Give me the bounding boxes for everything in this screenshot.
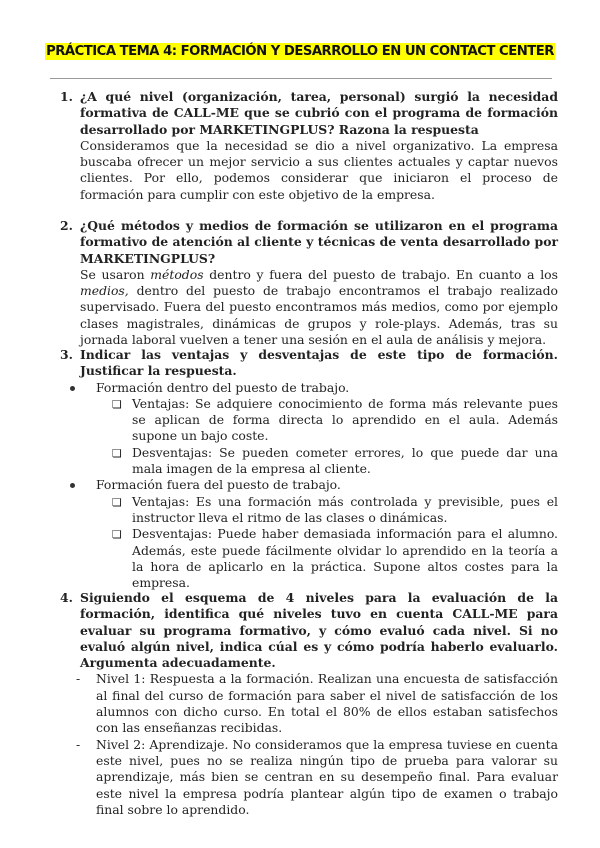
answer-part: Se usaron [80, 266, 151, 282]
list-item [96, 526, 558, 591]
answer-part: dentro del puesto de trabajo encontramos el trabajo realizado supervisado. Fuera del puesto encontramos más medios, como por ejemplo clases magistrales, dinámicas de grupos y role-plays. Además, tras su jornada laboral vuelven a tener una sesión en el aula de análisis y mejora. [80, 283, 558, 348]
question-number: 4. [60, 590, 73, 605]
list-item [96, 445, 558, 478]
question-2 [60, 218, 558, 348]
list-item [60, 737, 558, 818]
list-item [96, 494, 558, 527]
checkbox-icon: ❏ [112, 528, 122, 542]
question-number: 1. [60, 89, 73, 104]
answer-text [80, 267, 558, 348]
bullet-label: Formación fuera del puesto de trabajo. [96, 477, 341, 493]
question-3 [60, 347, 558, 591]
question-4 [60, 590, 558, 818]
dash-icon: - [76, 671, 81, 687]
list-item [60, 671, 558, 736]
list-item [60, 477, 558, 591]
dash-icon: - [76, 736, 81, 752]
list-item [96, 396, 558, 445]
question-text: ¿Qué métodos y medios de formación se utilizaron en el programa formativo de atención al cliente y técnicas de venta desarrollado por MARKETINGPLUS? [80, 218, 558, 266]
answer-emphasis: métodos [150, 266, 204, 282]
question-number: 2. [60, 218, 73, 233]
dash-item-text: Nivel 2: Aprendizaje. No consideramos que la empresa tuviese en cuenta este nivel, pues no se realiza ningún tipo de prueba para valorar su aprendizaje, más bien se centran en su desempeño final. Para evaluar este nivel la empresa podría plantear algún tipo de examen o trabajo final sobre lo aprendido. [96, 736, 558, 817]
question-text: Indicar las ventajas y desventajas de este tipo de formación. Justificar la respuesta. [80, 347, 558, 379]
question-1 [60, 89, 558, 203]
list-item [60, 380, 558, 478]
bullet-icon [70, 483, 75, 488]
sub-item-text: Desventajas: Se pueden cometer errores, lo que puede dar una mala imagen de la empresa al cliente. [132, 444, 558, 477]
answer-emphasis: medios, [80, 283, 129, 299]
answer-part: dentro y fuera del puesto de trabajo. En cuanto a los [203, 266, 558, 282]
page-title: PRÁCTICA TEMA 4: FORMACIÓN Y DESARROLLO EN UN CONTACT CENTER [46, 44, 554, 59]
sub-list [96, 494, 558, 592]
question-text: ¿A qué nivel (organización, tarea, personal) surgió la necesidad formativa de CALL-ME que se cubrió con el programa de formación desarrollado por MARKETINGPLUS? Razona la respuesta [80, 89, 558, 137]
bullet-icon [70, 386, 75, 391]
checkbox-icon: ❏ [112, 397, 122, 411]
question-number: 3. [60, 347, 73, 362]
dash-list [60, 671, 558, 818]
sub-item-text: Desventajas: Puede haber demasiada información para el alumno. Además, este puede fácilmente olvidar lo aprendido en la teoría a la hora de aplicarlo en la práctica. Supone altos costes para la empresa. [132, 526, 558, 591]
title-divider [50, 78, 552, 79]
answer-text: Consideramos que la necesidad se dio a nivel organizativo. La empresa buscaba ofrecer un mejor servicio a sus clientes actuales y captar nuevos clientes. Por ello, podemos considerar que iniciaron el proceso de formación para cumplir con este objetivo de la empresa. [80, 137, 558, 202]
checkbox-icon: ❏ [112, 495, 122, 509]
sub-list [96, 396, 558, 477]
bullet-list [60, 380, 558, 592]
dash-item-text: Nivel 1: Respuesta a la formación. Realizan una encuesta de satisfacción al final del curso de formación para saber el nivel de satisfacción de los alumnos con dicho curso. En total el 80% de ellos estaban satisfechos con las enseñanzas recibidas. [96, 671, 558, 736]
sub-item-text: Ventajas: Se adquiere conocimiento de forma más relevante pues se aplican de forma directa lo aprendido en el aula. Además supone un bajo coste. [132, 395, 558, 444]
question-text: Siguiendo el esquema de 4 niveles para la evaluación de la formación, identifica qué niveles tuvo en cuenta CALL-ME para evaluar su programa formativo, y cómo evaluó cada nivel. Si no evaluó algún nivel, indica cúal es y cómo podría haberlo evaluarlo. Argumenta adecuadamente. [80, 590, 558, 671]
checkbox-icon: ❏ [112, 446, 122, 460]
title-wrap [0, 43, 600, 60]
bullet-label: Formación dentro del puesto de trabajo. [96, 379, 350, 395]
sub-item-text: Ventajas: Es una formación más controlada y previsible, pues el instructor lleva el ritmo de las clases o dinámicas. [132, 493, 558, 525]
